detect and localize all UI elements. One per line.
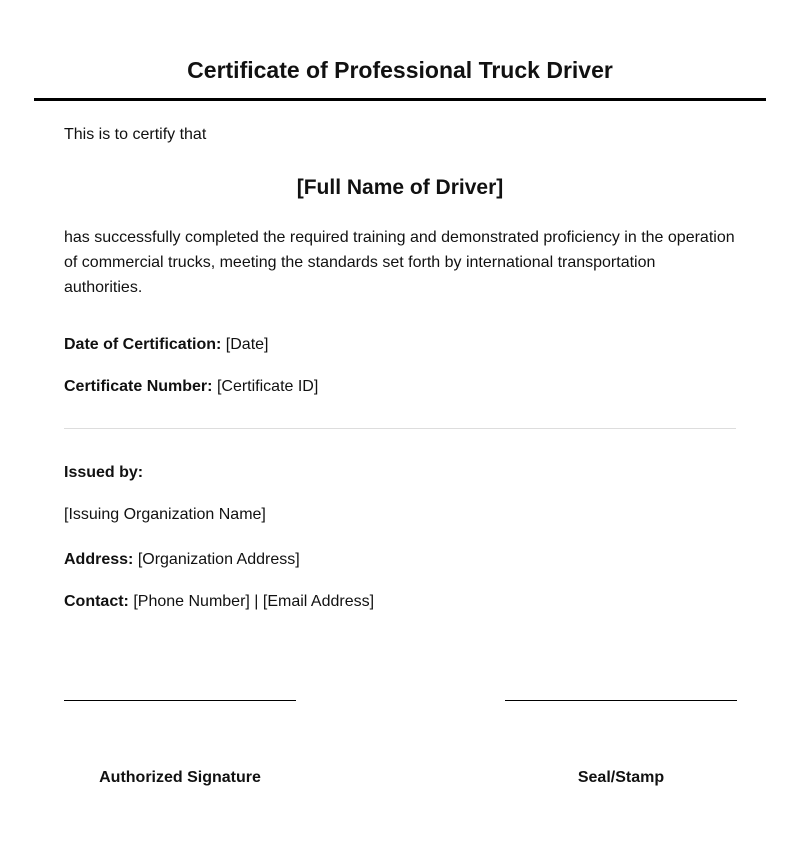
certificate-number-row [64, 374, 736, 399]
contact-value: [Phone Number] | [Email Address] [133, 593, 375, 610]
certification-statement: has successfully completed the required training and demonstrated proficiency in the operation of commercial trucks, meeting the standards set forth by international transportation authorities. [64, 229, 735, 296]
date-value: [Date] [225, 336, 269, 353]
certificate-number-label: Certificate Number: [64, 378, 213, 395]
contact-label: Contact: [64, 593, 129, 610]
contact-row [64, 589, 736, 614]
certificate-title: Certificate of Professional Truck Driver [187, 57, 613, 83]
signature-line [64, 700, 296, 701]
title-divider [34, 98, 766, 101]
date-of-certification-row [64, 332, 736, 357]
issuing-organization-name: [Issuing Organization Name] [64, 506, 266, 523]
date-label: Date of Certification: [64, 336, 222, 353]
section-divider [64, 428, 736, 429]
driver-name: [Full Name of Driver] [296, 176, 504, 199]
seal-stamp-caption: Seal/Stamp [577, 769, 665, 786]
certificate-number-value: [Certificate ID] [216, 378, 319, 395]
address-value: [Organization Address] [137, 551, 300, 568]
authorized-signature-caption: Authorized Signature [99, 769, 261, 786]
issued-by-heading: Issued by: [64, 464, 144, 481]
intro-text: This is to certify that [64, 126, 207, 143]
seal-line [505, 700, 737, 701]
address-label: Address: [64, 551, 134, 568]
address-row [64, 547, 736, 572]
